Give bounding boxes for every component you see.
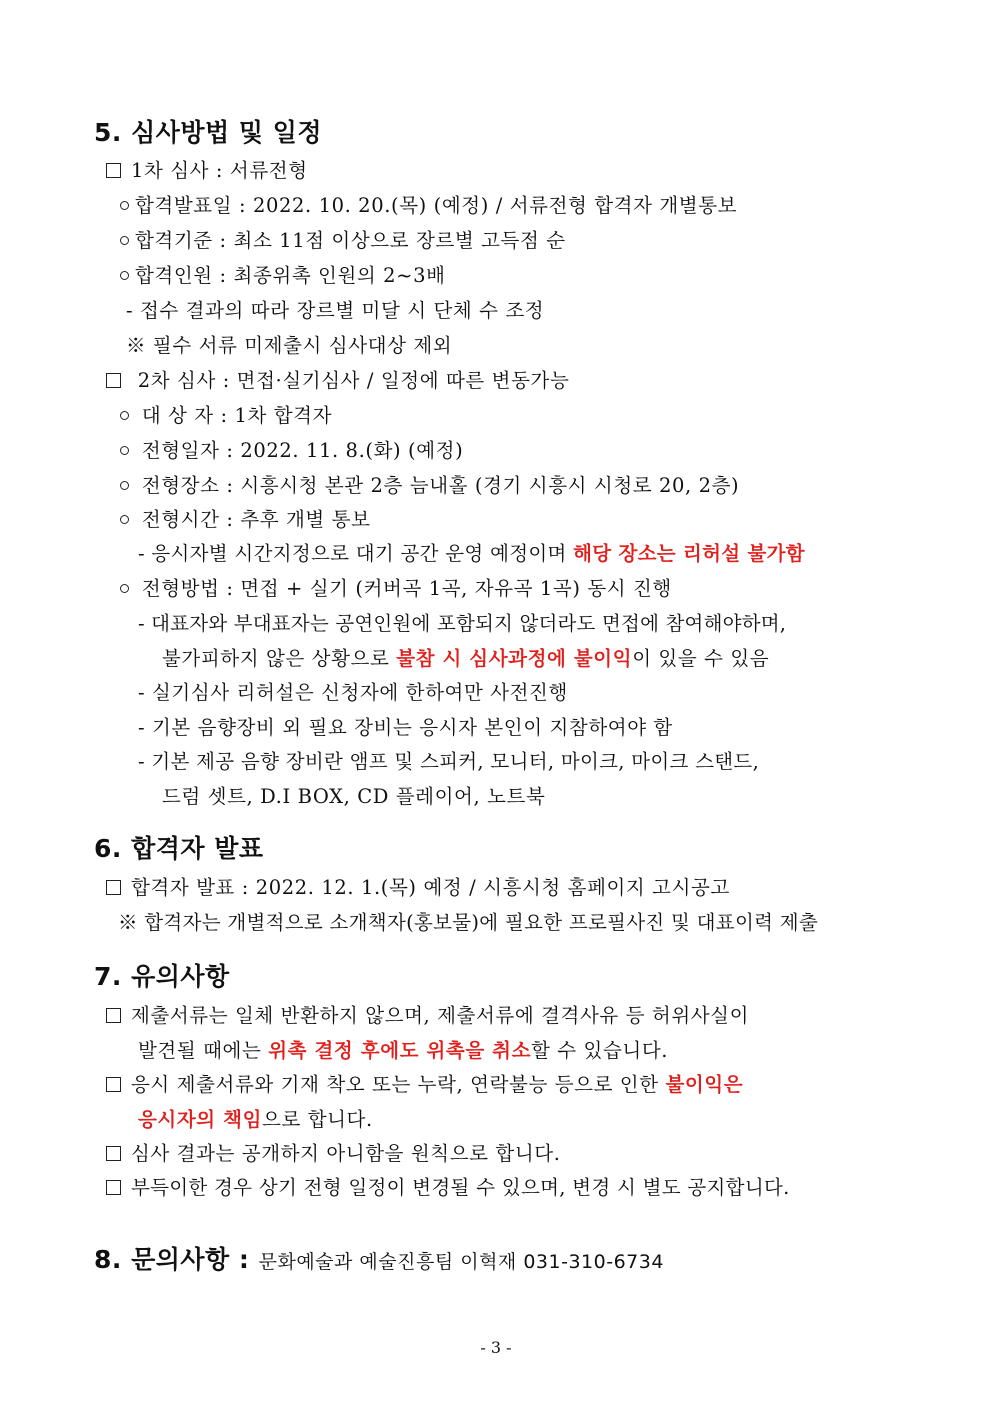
- r2-m4-line1: - 기본 제공 음향 장비란 앰프 및 스피커, 모니터, 마이크, 마이크 스탠드,: [138, 750, 760, 773]
- checkbox-icon: [106, 1180, 121, 1195]
- circle-bullet-icon: [120, 236, 129, 245]
- s7-item1-line1: [106, 1000, 749, 1028]
- contact-text: 문화예술과 예술진흥팀 이혁재 031-310-6734: [258, 1251, 664, 1273]
- r2-m3-text: - 기본 음향장비 외 필요 장비는 응시자 본인이 지참하여야 함: [138, 716, 673, 739]
- r2-time-item: [120, 504, 371, 532]
- circle-bullet-icon: [120, 584, 129, 593]
- r2-target-text: 대 상 자 : 1차 합격자: [141, 404, 333, 427]
- circle-bullet-icon: [120, 446, 129, 455]
- r1-number-item: [120, 260, 446, 288]
- section-6-heading: 6. 합격자 발표: [94, 834, 264, 863]
- r1-criteria-text: 합격기준 : 최소 11점 이상으로 장르별 고득점 순: [135, 229, 566, 252]
- s7-item1-text: 제출서류는 일체 반환하지 않으며, 제출서류에 결격사유 등 허위사실이: [131, 1004, 750, 1027]
- circle-bullet-icon: [120, 515, 129, 524]
- r2-place-item: [120, 470, 739, 498]
- r2-time-note: [138, 538, 805, 566]
- page-number: - 3 -: [480, 1338, 512, 1357]
- s7-item2-line2-tail: 으로 합니다.: [262, 1108, 373, 1131]
- r2-m1-line1: - 대표자와 부대표자는 공연인원에 포함되지 않더라도 면접에 참여해야하며,: [138, 612, 787, 635]
- checkbox-icon: [106, 1146, 121, 1161]
- s7-item1-emphasis: 위촉 결정 후에도 위촉을 취소: [268, 1039, 532, 1062]
- r2-target-item: [120, 400, 332, 428]
- section-5-heading: 5. 심사방법 및 일정: [94, 118, 323, 147]
- s7-item1-line2: [138, 1035, 668, 1063]
- s7-item3-text: 심사 결과는 공개하지 아니함을 원칙으로 합니다.: [131, 1142, 561, 1165]
- s6-note-text: ※ 합격자는 개별적으로 소개책자(홍보물)에 필요한 프로필사진 및 대표이력 제출: [118, 911, 818, 934]
- s6-item1: [106, 872, 730, 900]
- r2-m1-emphasis: 불참 시 심사과정에 불이익: [396, 647, 633, 670]
- r2-m2-text: - 실기심사 리허설은 신청자에 한하여만 사전진행: [138, 681, 568, 704]
- circle-bullet-icon: [120, 481, 129, 490]
- s7-item2-text: 응시 제출서류와 기재 착오 또는 누락, 연락불능 등으로 인한: [131, 1073, 666, 1096]
- r2-place-text: 전형장소 : 시흥시청 본관 2층 늠내홀 (경기 시흥시 시청로 20, 2층): [141, 474, 740, 497]
- checkbox-icon: [106, 373, 121, 388]
- s6-item1-text: 합격자 발표 : 2022. 12. 1.(목) 예정 / 시흥시청 홈페이지 고시공고: [131, 876, 730, 899]
- r2-m1-line2-text: 불가피하지 않은 상황으로: [162, 647, 397, 670]
- round2-text: 2차 심사 : 면접·실기심사 / 일정에 따른 변동가능: [131, 369, 570, 392]
- r2-time-note-emphasis: 해당 장소는 리허설 불가함: [573, 542, 805, 565]
- section-8-title: 8. 문의사항 :: [94, 1245, 259, 1274]
- round2-item: [106, 365, 569, 393]
- s7-item2-line2-emphasis: 응시자의 책임: [138, 1108, 263, 1131]
- r2-m1-line2-tail: 이 있을 수 있음: [632, 647, 770, 670]
- section-7-heading: 7. 유의사항: [94, 962, 230, 991]
- s7-item1-line2-tail: 할 수 있습니다.: [531, 1039, 669, 1062]
- s7-item4-text: 부득이한 경우 상기 전형 일정이 변경될 수 있으며, 변경 시 별도 공지합니다.: [131, 1176, 790, 1199]
- s7-item2-line2: [138, 1104, 373, 1132]
- checkbox-icon: [106, 1008, 121, 1023]
- s7-item4: [106, 1172, 790, 1200]
- r2-method-text: 전형방법 : 면접 + 실기 (커버곡 1곡, 자유곡 1곡) 동시 진행: [141, 577, 672, 600]
- r2-time-note-text: - 응시자별 시간지정으로 대기 공간 운영 예정이며: [138, 542, 574, 565]
- r1-criteria-item: [120, 225, 566, 253]
- r2-time-text: 전형시간 : 추후 개별 통보: [141, 508, 371, 531]
- r2-method-item: [120, 573, 672, 601]
- r1-announce-item: [120, 190, 737, 218]
- checkbox-icon: [106, 163, 121, 178]
- checkbox-icon: [106, 1077, 121, 1092]
- r2-m4-line2: 드럼 셋트, D.I BOX, CD 플레이어, 노트북: [162, 785, 546, 808]
- r2-date-item: [120, 435, 463, 463]
- checkbox-icon: [106, 880, 121, 895]
- circle-bullet-icon: [120, 201, 129, 210]
- r2-m1-line2: [162, 643, 769, 671]
- r1-announce-text: 합격발표일 : 2022. 10. 20.(목) (예정) / 서류전형 합격자 개별통보: [135, 194, 738, 217]
- circle-bullet-icon: [120, 271, 129, 280]
- s7-item3: [106, 1138, 561, 1166]
- r2-date-text: 전형일자 : 2022. 11. 8.(화) (예정): [141, 439, 464, 462]
- s7-item2-line1: [106, 1069, 743, 1097]
- s7-item2-emphasis: 불이익은: [665, 1073, 744, 1096]
- r1-adjust-text: - 접수 결과의 따라 장르별 미달 시 단체 수 조정: [126, 299, 545, 322]
- round1-item: [106, 155, 308, 183]
- circle-bullet-icon: [120, 411, 129, 420]
- s7-item1-line2-text: 발견될 때에는: [138, 1039, 269, 1062]
- round1-text: 1차 심사 : 서류전형: [131, 159, 308, 182]
- r1-note-text: ※ 필수 서류 미제출시 심사대상 제외: [126, 334, 453, 357]
- section-8-heading: [94, 1240, 664, 1276]
- r1-number-text: 합격인원 : 최종위촉 인원의 2~3배: [135, 264, 446, 287]
